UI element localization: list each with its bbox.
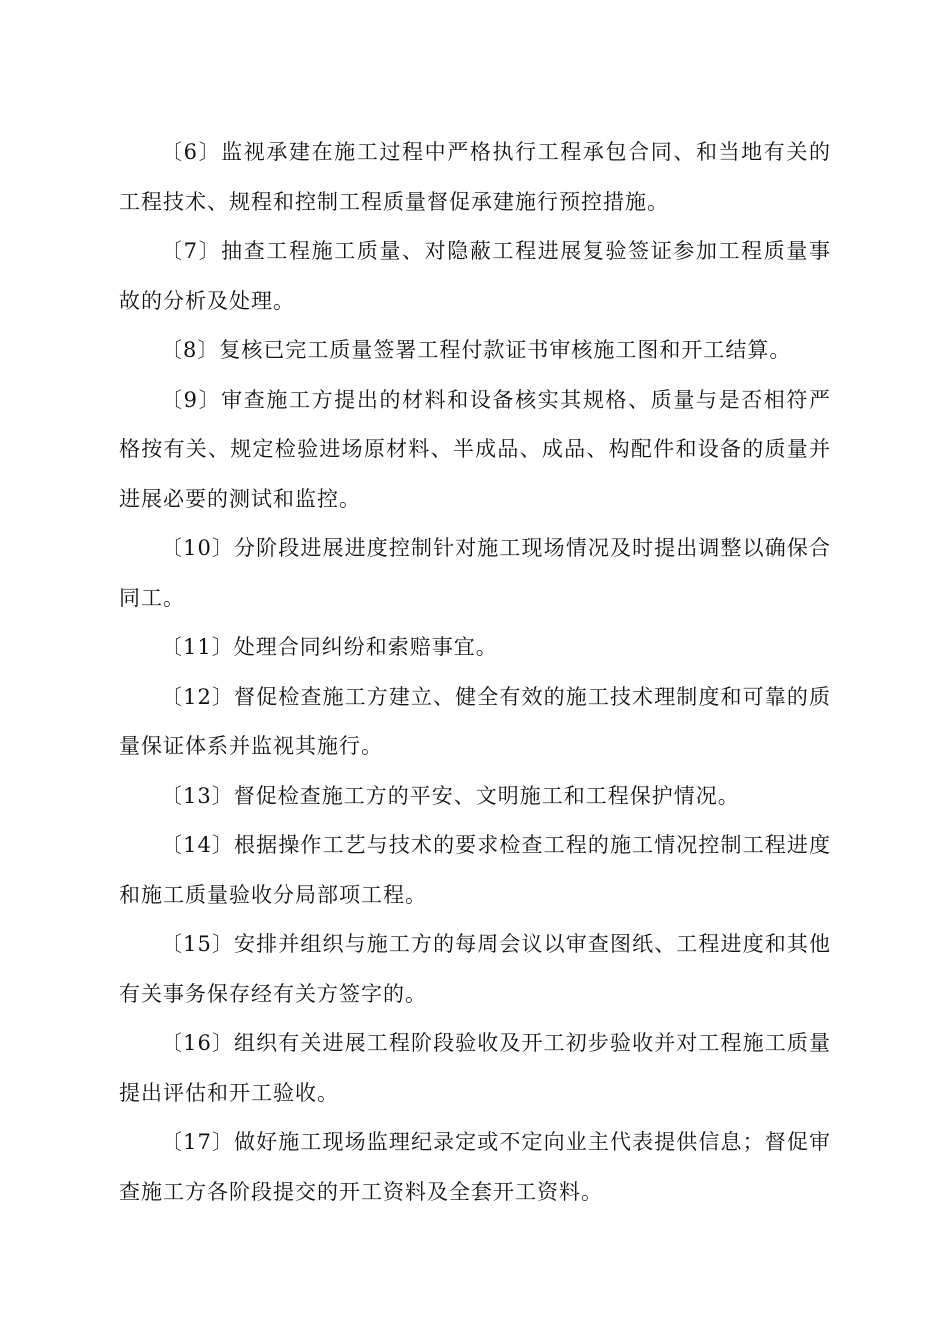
paragraph-item-13: 〔13〕督促检查施工方的平安、文明施工和工程保护情况。 — [161, 783, 740, 808]
paragraph-item-7: 〔7〕抽查工程施工质量、对隐蔽工程进展复验签证参加工程质量事故的分析及处理。 — [119, 239, 831, 313]
paragraph-item-12: 〔12〕督促检查施工方建立、健全有效的施工技术理制度和可靠的质量保证体系并监视其施行。 — [119, 684, 831, 758]
paragraph-item-17: 〔17〕做好施工现场监理纪录定或不定向业主代表提供信息；督促审查施工方各阶段提交的开工资料及全套开工资料。 — [119, 1130, 831, 1204]
paragraph-item-9: 〔9〕审查施工方提出的材料和设备核实其规格、质量与是否相符严格按有关、规定检验进场原材料、半成品、成品、构配件和设备的质量并进展必要的测试和监控。 — [119, 387, 831, 511]
paragraph-item-6: 〔6〕监视承建在施工过程中严格执行工程承包合同、和当地有关的工程技术、规程和控制工程质量督促承建施行预控措施。 — [119, 140, 831, 214]
document-body — [119, 128, 831, 1217]
paragraph-item-10: 〔10〕分阶段进展进度控制针对施工现场情况及时提出调整以确保合同工。 — [119, 536, 831, 610]
paragraph-item-11: 〔11〕处理合同纠纷和索赔事宜。 — [161, 635, 498, 659]
paragraph-item-16: 〔16〕组织有关进展工程阶段验收及开工初步验收并对工程施工质量提出评估和开工验收。 — [119, 1031, 831, 1105]
paragraph-item-14: 〔14〕根据操作工艺与技术的要求检查工程的施工情况控制工程进度和施工质量验收分局部项工程。 — [119, 833, 831, 907]
paragraph-item-8: 〔8〕复核已完工质量签署工程付款证书审核施工图和开工结算。 — [161, 338, 792, 362]
paragraph-item-15: 〔15〕安排并组织与施工方的每周会议以审查图纸、工程进度和其他有关事务保存经有关方签字的。 — [119, 932, 831, 1006]
